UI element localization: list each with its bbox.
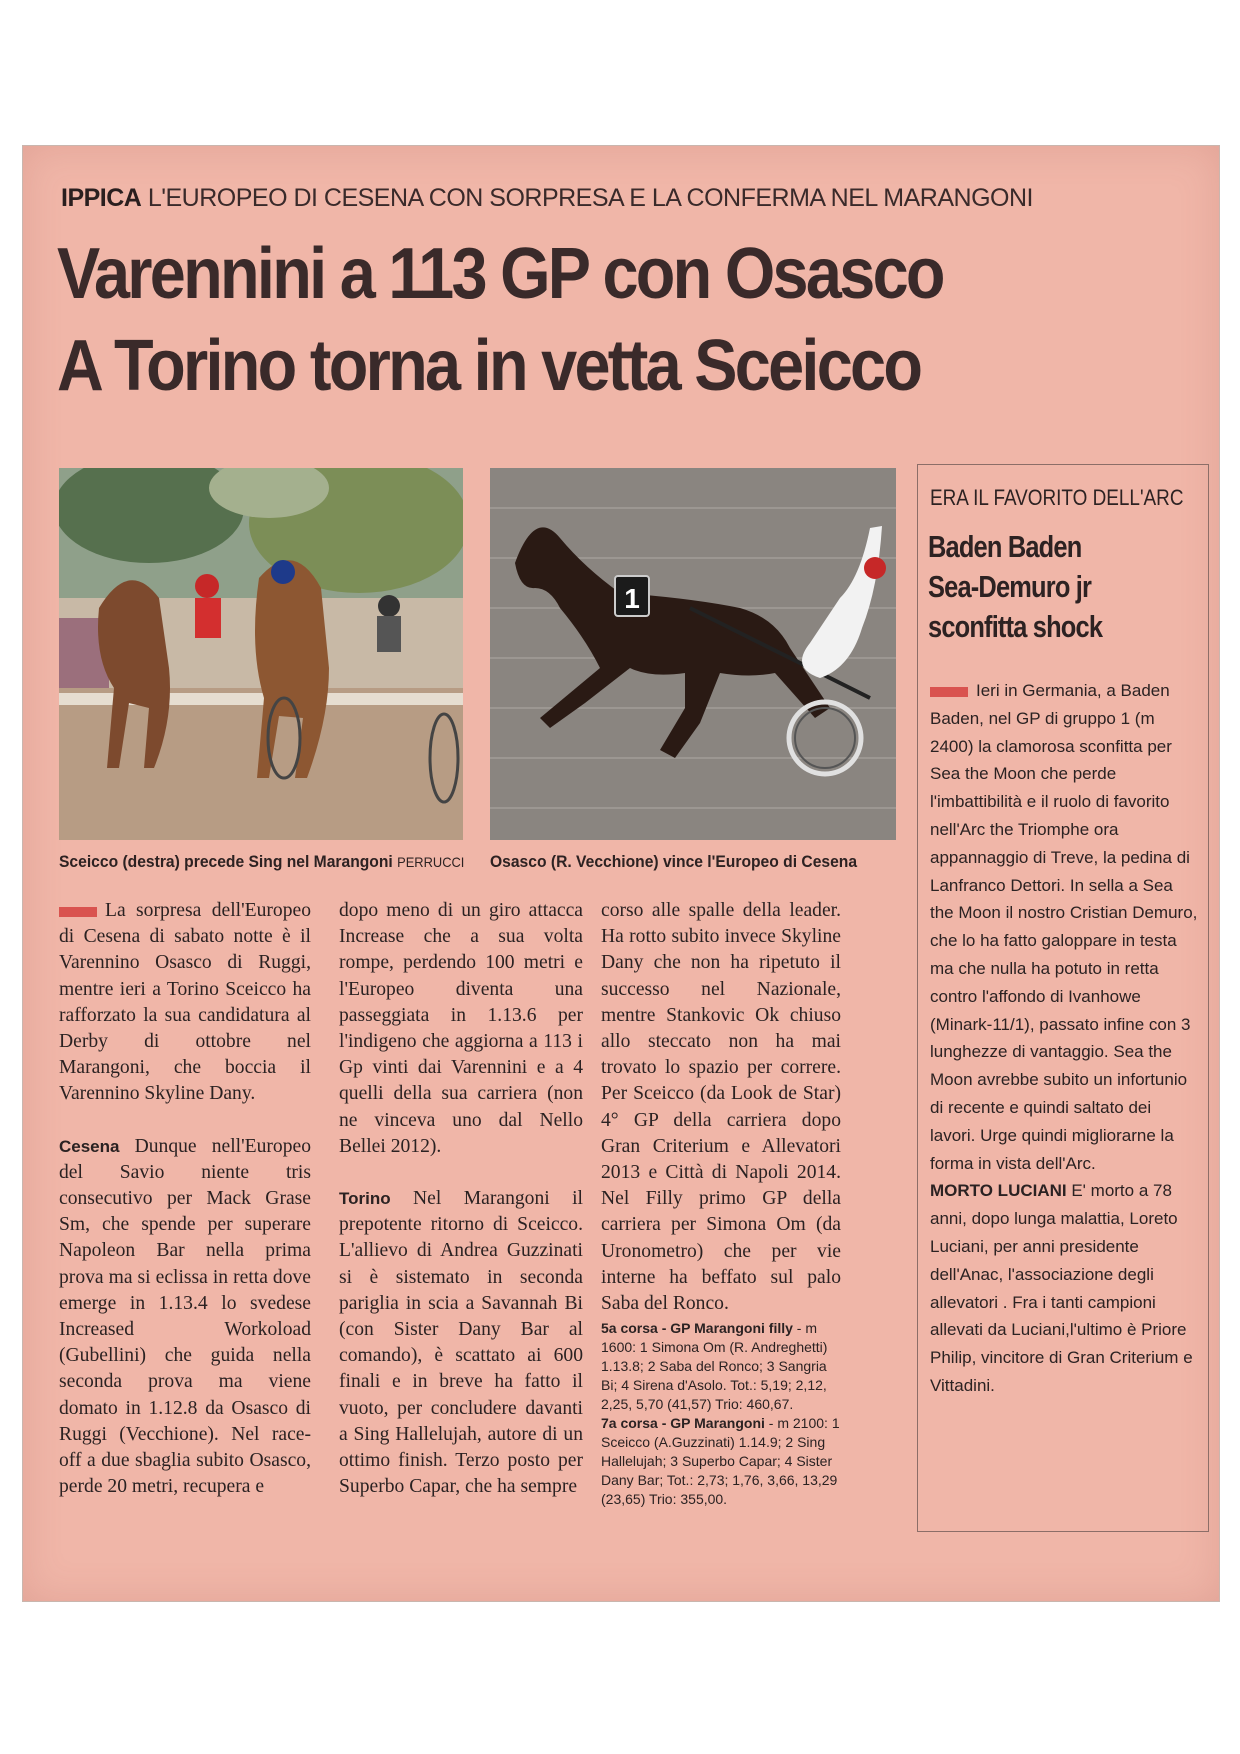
paragraph-marker [59,907,97,917]
article-paragraph [339,1186,583,1500]
caption-text: Sceicco (destra) precede Sing nel Marangoni [59,852,393,871]
article-column-3 [601,898,841,1509]
bib-number: 1 [624,583,640,614]
result-race-5 [601,1319,841,1414]
result-text: - m 1600: 1 Simona Om (R. Andreghetti) 1.13.8; 2 Saba del Ronco; 3 Sangria Bi; 4 Sirena d'Asolo. Tot.: 5,19; 2,12, 2,25, 5,70 (41,57) Trio: 460,67. [601,1320,828,1413]
photo-credit: PERRUCCI [397,854,465,870]
sidebar-subhead: MORTO LUCIANI [930,1181,1067,1201]
paragraph-text: Dunque nell'Europeo del Savio niente tris consecutivo per Mack Grase Sm, che spende per superare Napoleon Bar nella prima prova ma si eclissa in retta dove emerge in 1.13.4 lo svedese Increased Workoload (Gubellini) che guida nella seconda prova ma viene domato in 1.12.8 da Osasco di Ruggi (Vecchione). Nel race-off a due sbaglia subito Osasco, perde 20 metri, recupera e [59,1135,311,1498]
article-paragraph: dopo meno di un giro attacca Increase che a sua volta rompe, perdendo 100 metri e l'Europeo diventa una passeggiata in 1.13.6 per l'indigeno che aggiorna a 113 i Gp vinti dai Varennini e a 4 quelli della sua carriera (non ne vinceva uno dal Nello Bellei 2012). [339,900,583,1157]
result-title: 7a corsa - GP Marangoni [601,1415,765,1432]
sidebar-title-line: sconfitta shock [928,609,1103,644]
paragraph-text: Ieri in Germania, a Baden Baden, nel GP di gruppo 1 (m 2400) la clamorosa sconfitta per Sea the Moon che perde l'imbattibilità e il ruolo di favorito nell'Arc the Triomphe ora appannaggio di Treve, la pedina di Lanfranco Dettori. In sella a Sea the Moon il nostro Cristian Demuro, che lo ha fatto galoppare in testa ma che nulla ha potuto in retta contro l'affondo di Ivanhowe (Minark-11/1), passato infine con 3 lunghezze di vantaggio. Sea the Moon avrebbe subito un infortunio di recente e quindi saltato dei lavori. Urge quindi migliorarne la forma in vista dell'Arc. [930,681,1198,1173]
sidebar-paragraph [930,1177,1200,1399]
sidebar-body [930,677,1200,1400]
result-text: - m 2100: 1 Sceicco (A.Guzzinati) 1.14.9; 2 Sing Hallelujah; 3 Superbo Capar; 4 Sister Dany Bar; Tot.: 2,73; 1,76, 3,66, 13,29 (23,65) Trio: 355,00. [601,1415,840,1508]
sidebar-title-line: Sea-Demuro jr [928,569,1092,604]
article-column-1 [59,898,311,1500]
race-results [601,1319,841,1509]
paragraph-text: La sorpresa dell'Europeo di Cesena di sabato notte è il Varennino Osasco di Ruggi, mentre ieri a Torino Sceicco ha rafforzato la sua candidatura al Derby di ottobre nel Marangoni, che boccia il Varennino Skyline Dany. [59,900,311,1105]
article-paragraph [59,898,311,1108]
section-kicker [61,184,1033,213]
article-paragraph [59,1134,311,1501]
result-race-7 [601,1414,841,1509]
race-photo-illustration [59,468,463,840]
race-photo-europeo [490,468,896,840]
paragraph-marker [930,687,968,697]
kicker-text: L'EUROPEO DI CESENA CON SORPRESA E LA CONFERMA NEL MARANGONI [147,184,1033,212]
dateline: Torino [339,1189,391,1209]
newspaper-clipping [22,145,1220,1602]
sidebar-title-line: Baden Baden [928,529,1082,564]
dateline: Cesena [59,1136,120,1156]
osasco-photo-illustration [490,468,896,840]
sidebar-title [928,527,1158,647]
paragraph-text: Nel Marangoni il prepotente ritorno di Sceicco. L'allievo di Andrea Guzzinati si è sistemato in seconda pariglia in scia a Savannah Bi (con Sister Dany Bar al comando), è scattato ai 600 finali e in breve ha fatto il vuoto, per concludere davanti a Sing Hallelujah, autore di un ottimo finish. Terzo posto per Superbo Capar, che ha sempre [339,1188,583,1498]
section-label: IPPICA [61,184,142,212]
sidebar-box [917,464,1209,1532]
headline-line-2: A Torino torna in vetta Sceicco [57,326,921,406]
photo-caption-left [59,852,464,872]
article-paragraph: corso alle spalle della leader. Ha rotto subito invece Skyline Dany che non ha ripetuto il successo nel Nazionale, mentre Stankovic Ok chiuso allo steccato non ha mai trovato lo spazio per correre. Per Sceicco (da Look de Star) 4° GP della carriera dopo Gran Criterium e Allevatori 2013 e Città di Napoli 2014. Nel Filly primo GP della carriera per Simona Om (da Uronometro) che per vie interne ha beffato sul palo Saba del Ronco. [601,900,841,1315]
photo-caption-right: Osasco (R. Vecchione) vince l'Europeo di Cesena [490,852,858,871]
headline-line-1: Varennini a 113 GP con Osasco [57,234,943,314]
result-title: 5a corsa - GP Marangoni filly [601,1320,793,1337]
paragraph-text: E' morto a 78 anni, dopo lunga malattia, Loreto Luciani, per anni presidente dell'Anac, l'associazione degli allevatori . Fra i tanti campioni allevati da Luciani,l'ultimo è Priore Philip, vincitore di Gran Criterium e Vittadini. [930,1181,1193,1395]
sidebar-paragraph [930,677,1200,1177]
sidebar-kicker: ERA IL FAVORITO DELL'ARC [930,485,1184,510]
headline [57,228,1074,412]
race-photo-marangoni [59,468,463,840]
article-column-2 [339,898,583,1500]
